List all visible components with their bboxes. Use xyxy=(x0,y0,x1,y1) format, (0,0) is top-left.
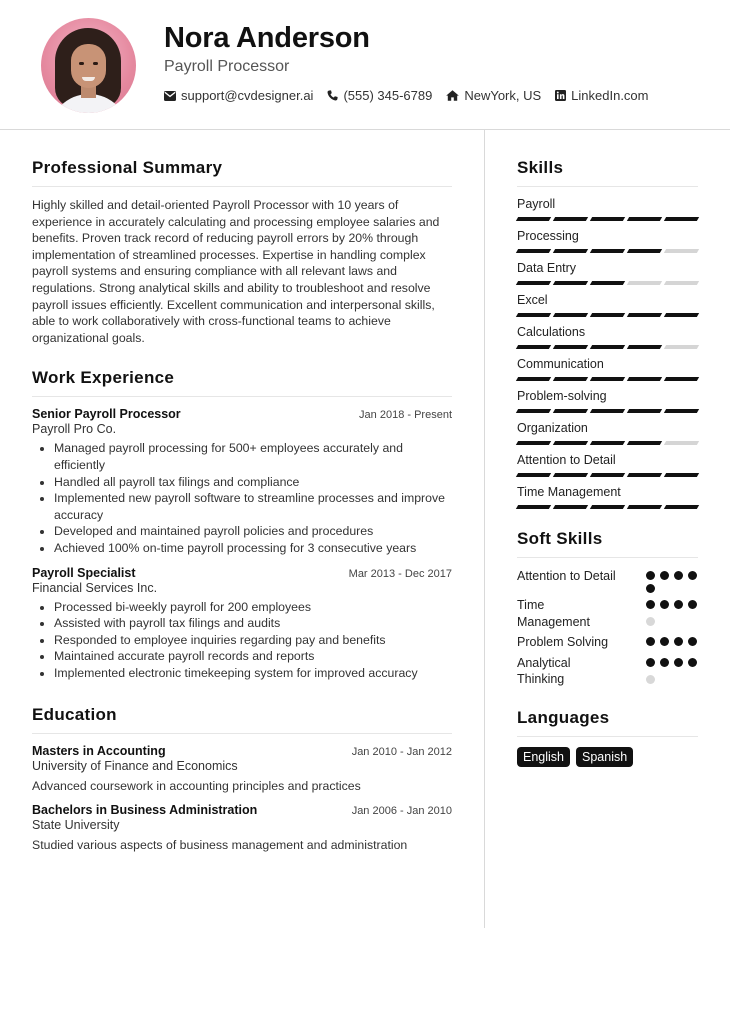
skill-level-segment xyxy=(664,281,699,285)
rating-dot xyxy=(660,637,669,646)
skill-level-segment xyxy=(590,313,625,317)
job-bullets xyxy=(32,599,452,682)
language-tag: English xyxy=(517,747,570,767)
skill-name: Problem-solving xyxy=(517,389,607,403)
skill-level-segment xyxy=(516,473,551,477)
list-item: • Developed and maintained payroll policies and procedures xyxy=(54,523,452,540)
list-item: • Implemented new payroll software to streamline processes and improve accuracy xyxy=(54,490,452,523)
degree-title: Masters in Accounting xyxy=(32,744,166,759)
rating-dot xyxy=(674,637,683,646)
skill-level-segment xyxy=(590,473,625,477)
skill-level-segment xyxy=(664,441,699,445)
skill-level-segment xyxy=(664,217,699,221)
contact-linkedin-text: LinkedIn.com xyxy=(571,88,649,103)
skill-level-segment xyxy=(627,249,662,253)
list-item: • Maintained accurate payroll records and reports xyxy=(54,648,452,665)
skill-level-segment xyxy=(664,313,699,317)
skill-level-segment xyxy=(516,345,551,349)
soft-skill-item xyxy=(517,568,698,593)
section-heading: Skills xyxy=(517,158,698,187)
summary-section xyxy=(32,158,452,346)
skill-level-segment xyxy=(627,441,662,445)
languages-section xyxy=(517,708,698,767)
rating-dot xyxy=(688,571,697,580)
candidate-title: Payroll Processor xyxy=(164,58,290,75)
contact-linkedin[interactable] xyxy=(555,88,648,103)
contact-phone[interactable] xyxy=(327,88,432,103)
skill-level-bar xyxy=(517,409,698,413)
skill-level-segment xyxy=(553,281,588,285)
list-item: • Achieved 100% on-time payroll processing for 3 consecutive years xyxy=(54,540,452,557)
skill-level-segment xyxy=(516,313,551,317)
skill-name: Processing xyxy=(517,229,579,243)
contact-location-text: NewYork, US xyxy=(464,88,542,103)
skill-level-segment xyxy=(553,313,588,317)
rating-dot xyxy=(646,571,655,580)
skills-section xyxy=(517,158,698,509)
main-column xyxy=(32,158,452,852)
job-company: Financial Services Inc. xyxy=(32,580,158,595)
skill-level-segment xyxy=(553,377,588,381)
candidate-name: Nora Anderson xyxy=(164,22,370,54)
education-entry xyxy=(32,803,452,852)
rating-dot xyxy=(688,600,697,609)
contact-email[interactable] xyxy=(164,88,313,103)
skill-item xyxy=(517,261,698,285)
contact-bar xyxy=(164,88,649,103)
list-item: • Handled all payroll tax filings and compliance xyxy=(54,474,452,491)
phone-icon xyxy=(327,90,338,101)
contact-phone-text: (555) 345-6789 xyxy=(343,88,433,103)
rating-dot xyxy=(646,675,655,684)
section-heading: Professional Summary xyxy=(32,158,452,187)
experience-section xyxy=(32,368,452,681)
skill-level-segment xyxy=(553,249,588,253)
rating-dot xyxy=(660,658,669,667)
rating-dot xyxy=(660,571,669,580)
side-column xyxy=(517,158,698,767)
skill-level-bar xyxy=(517,281,698,285)
list-item: • Responded to employee inquiries regarding pay and benefits xyxy=(54,632,452,649)
skill-item xyxy=(517,325,698,349)
rating-dot xyxy=(646,600,655,609)
skill-level-segment xyxy=(627,345,662,349)
soft-skills-list xyxy=(517,568,698,688)
skill-level-segment xyxy=(516,505,551,509)
skill-level-segment xyxy=(553,345,588,349)
list-item: • Managed payroll processing for 500+ employees accurately and efficiently xyxy=(54,440,452,473)
rating-dot xyxy=(646,584,655,593)
education-description: Advanced coursework in accounting principles and practices xyxy=(32,779,361,794)
skill-level-segment xyxy=(590,249,625,253)
skill-level-bar xyxy=(517,217,698,221)
job-entry xyxy=(32,407,452,556)
soft-skill-name: Problem Solving xyxy=(517,635,609,649)
school-name: University of Finance and Economics xyxy=(32,759,238,774)
skill-level-segment xyxy=(664,409,699,413)
skill-item xyxy=(517,389,698,413)
skill-level-segment xyxy=(627,473,662,477)
skill-level-segment xyxy=(516,409,551,413)
skill-level-segment xyxy=(627,281,662,285)
skill-level-segment xyxy=(516,217,551,221)
education-date: Jan 2010 - Jan 2012 xyxy=(351,746,452,759)
skill-level-segment xyxy=(590,377,625,381)
skill-level-segment xyxy=(664,505,699,509)
education-date: Jan 2006 - Jan 2010 xyxy=(351,805,452,818)
school-name: State University xyxy=(32,818,120,833)
skill-level-segment xyxy=(516,441,551,445)
skill-level-segment xyxy=(627,409,662,413)
rating-dot xyxy=(660,600,669,609)
skill-level-segment xyxy=(553,409,588,413)
job-title: Senior Payroll Processor xyxy=(32,407,181,422)
skill-level-bar xyxy=(517,441,698,445)
skill-level-bar xyxy=(517,377,698,381)
skill-level-segment xyxy=(590,505,625,509)
language-tag: Spanish xyxy=(576,747,633,767)
skill-level-bar xyxy=(517,473,698,477)
rating-dot xyxy=(688,658,697,667)
skill-level-segment xyxy=(590,281,625,285)
rating-dot xyxy=(646,637,655,646)
skill-item xyxy=(517,453,698,477)
skill-level-bar xyxy=(517,313,698,317)
rating-dot xyxy=(674,600,683,609)
education-section xyxy=(32,705,452,852)
skill-level-segment xyxy=(516,377,551,381)
skill-level-segment xyxy=(627,217,662,221)
job-date: Mar 2013 - Dec 2017 xyxy=(348,567,452,580)
soft-skill-rating xyxy=(646,655,698,688)
list-item: • Implemented electronic timekeeping system for improved accuracy xyxy=(54,665,452,682)
skill-level-segment xyxy=(516,249,551,253)
column-divider xyxy=(484,130,485,928)
skill-level-segment xyxy=(664,473,699,477)
section-heading: Work Experience xyxy=(32,368,452,397)
list-item: • Assisted with payroll tax filings and audits xyxy=(54,615,452,632)
rating-dot xyxy=(688,637,697,646)
summary-text: Highly skilled and detail-oriented Payroll Processor with 10 years of experience in accurately calculating and processing employee salaries and benefits. Proven track record of reducing payroll errors by 20% through implementation of streamlined processes. Expertise in handling complex payroll systems and ensuring compliance with all relevant laws and regulations. Strong analytical skills and ability to troubleshoot and resolve payroll issues efficiently. Excellent communication and interpersonal skills, able to work collaboratively with cross-functional teams to achieve organizational goals. xyxy=(32,198,440,345)
skills-list xyxy=(517,197,698,509)
skill-item xyxy=(517,197,698,221)
job-bullets xyxy=(32,440,452,556)
soft-skill-rating xyxy=(646,597,698,630)
skill-name: Data Entry xyxy=(517,261,577,275)
skill-level-segment xyxy=(627,505,662,509)
section-heading: Education xyxy=(32,705,452,734)
rating-dot xyxy=(646,617,655,626)
section-heading: Soft Skills xyxy=(517,529,698,558)
soft-skill-name: Analytical Thinking xyxy=(517,655,571,686)
skill-item xyxy=(517,293,698,317)
skill-item xyxy=(517,485,698,509)
skill-name: Calculations xyxy=(517,325,586,339)
skill-level-segment xyxy=(516,281,551,285)
job-title: Payroll Specialist xyxy=(32,565,136,580)
soft-skill-item xyxy=(517,634,698,651)
resume-header xyxy=(0,0,730,130)
skill-level-segment xyxy=(664,377,699,381)
education-description: Studied various aspects of business management and administration xyxy=(32,838,408,853)
job-entry xyxy=(32,566,452,682)
skill-name: Excel xyxy=(517,293,548,307)
skill-level-segment xyxy=(590,409,625,413)
rating-dot xyxy=(674,658,683,667)
skill-name: Time Management xyxy=(517,485,621,499)
skill-level-segment xyxy=(627,313,662,317)
languages-list xyxy=(517,747,698,767)
soft-skill-item xyxy=(517,655,698,688)
skill-item xyxy=(517,421,698,445)
skill-level-bar xyxy=(517,249,698,253)
skill-level-segment xyxy=(590,345,625,349)
soft-skill-name: Attention to Detail xyxy=(517,569,616,583)
job-date: Jan 2018 - Present xyxy=(359,409,452,422)
skill-name: Attention to Detail xyxy=(517,453,616,467)
rating-dot xyxy=(646,658,655,667)
skill-name: Communication xyxy=(517,357,604,371)
contact-location xyxy=(446,88,541,103)
soft-skill-rating xyxy=(646,568,698,593)
skill-level-segment xyxy=(627,377,662,381)
profile-photo xyxy=(41,18,136,113)
soft-skill-item xyxy=(517,597,698,630)
degree-title: Bachelors in Business Administration xyxy=(32,803,258,818)
envelope-icon xyxy=(164,91,176,101)
skill-level-segment xyxy=(664,249,699,253)
linkedin-icon xyxy=(555,90,566,101)
home-icon xyxy=(446,90,459,101)
skill-level-segment xyxy=(553,505,588,509)
skill-name: Payroll xyxy=(517,197,556,211)
list-item: • Processed bi-weekly payroll for 200 employees xyxy=(54,599,452,616)
soft-skills-section xyxy=(517,529,698,688)
skill-item xyxy=(517,357,698,381)
rating-dot xyxy=(674,571,683,580)
skill-level-segment xyxy=(553,441,588,445)
skill-level-segment xyxy=(664,345,699,349)
soft-skill-name: Time Management xyxy=(517,598,590,629)
skill-name: Organization xyxy=(517,421,588,435)
soft-skill-rating xyxy=(646,634,698,651)
skill-level-bar xyxy=(517,345,698,349)
skill-level-bar xyxy=(517,505,698,509)
skill-item xyxy=(517,229,698,253)
job-company: Payroll Pro Co. xyxy=(32,422,117,437)
section-heading: Languages xyxy=(517,708,698,737)
contact-email-text: support@cvdesigner.ai xyxy=(181,88,314,103)
skill-level-segment xyxy=(590,217,625,221)
education-entry xyxy=(32,744,452,793)
skill-level-segment xyxy=(553,473,588,477)
skill-level-segment xyxy=(553,217,588,221)
skill-level-segment xyxy=(590,441,625,445)
